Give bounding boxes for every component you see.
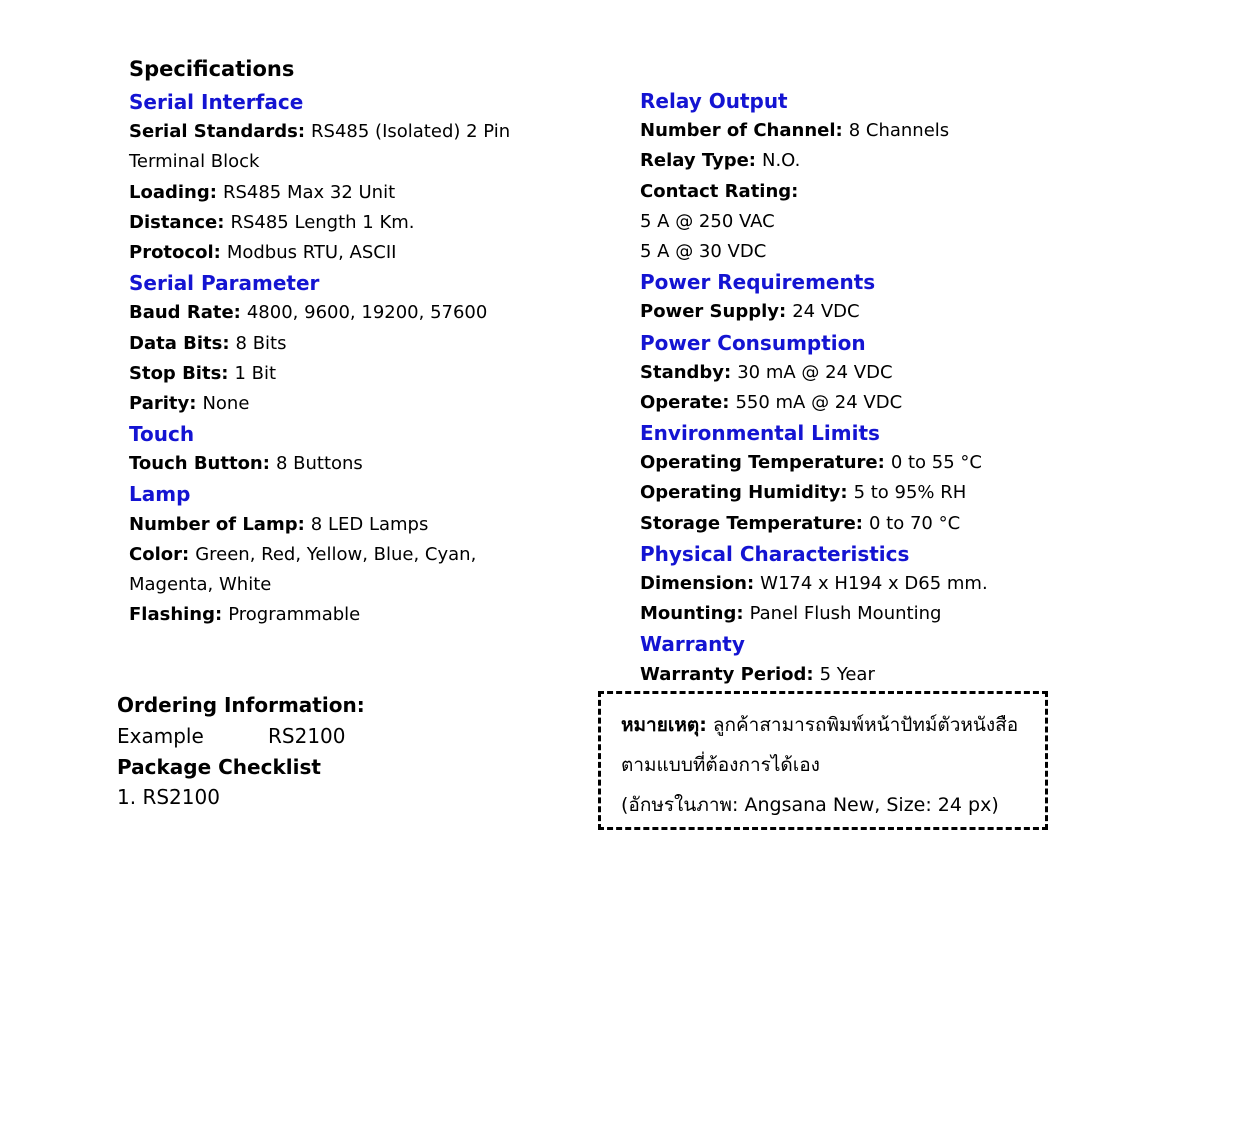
note-line-2: ตามแบบที่ต้องการได้เอง [621,754,820,776]
spec-value: RS485 Length 1 Km. [230,211,415,233]
spec-label: Number of Lamp: [129,513,305,535]
spec-item-relay-type [640,146,988,176]
left-column [129,87,510,630]
spec-line-5-a-30-vdc [640,237,988,267]
spec-label: Storage Temperature: [640,512,863,534]
spec-item-storage-temperature [640,509,988,539]
spec-label: Operating Humidity: [640,482,848,504]
spec-value: 8 Bits [235,332,287,354]
ordering-example-label: Example [117,723,204,748]
spec-label: Relay Type: [640,150,756,172]
ordering-information-title: Ordering Information: [117,693,365,717]
spec-label: Data Bits: [129,332,230,354]
spec-item-contact-rating [640,177,988,207]
spec-line-magenta-white [129,570,510,600]
section-heading-text: Warranty [640,632,745,657]
spec-value: RS485 Max 32 Unit [222,181,396,203]
spec-item-serial-standards [129,117,510,147]
spec-value: None [202,392,250,414]
spec-label: Baud Rate: [129,302,241,324]
spec-value: Panel Flush Mounting [749,603,942,625]
ordering-example-value: RS2100 [268,723,346,748]
spec-item-stop-bits [129,359,510,389]
spec-value: 24 VDC [792,301,860,323]
spec-item-standby [640,358,988,388]
right-column [640,86,988,690]
note-line-3: (อักษรในภาพ: Angsana New, Size: 24 px) [621,794,999,816]
spec-value: 8 Buttons [275,453,363,475]
spec-line-terminal-block [129,147,510,177]
spec-value: 550 mA @ 24 VDC [735,391,903,413]
spec-label: Number of Channel: [640,120,843,142]
spec-item-baud-rate [129,298,510,328]
section-heading-serial-interface [129,87,510,117]
spec-text: Terminal Block [129,151,260,173]
ordering-information-block [117,690,365,813]
spec-label: Serial Standards: [129,121,306,143]
spec-label: Operating Temperature: [640,452,885,474]
spec-value: W174 x H194 x D65 mm. [760,573,988,594]
spec-item-number-of-channel [640,116,988,146]
section-heading-text: Relay Output [640,89,788,113]
spec-item-warranty-period [640,660,988,690]
section-heading-text: Power Requirements [640,270,876,295]
spec-item-power-supply [640,297,988,327]
section-heading-warranty [640,629,988,659]
section-heading-text: Lamp [129,482,191,507]
section-heading-text: Serial Interface [129,90,304,114]
spec-label: Power Supply: [640,301,787,323]
spec-label: Dimension: [640,573,755,594]
spec-value: 30 mA @ 24 VDC [737,361,893,383]
section-heading-text: Touch [129,422,195,447]
note-line-1-text: ลูกค้าสามารถพิมพ์หน้าปัทม์ตัวหนังสือ [712,714,1019,736]
spec-value: 8 LED Lamps [310,513,429,535]
package-checklist-title: Package Checklist [117,754,321,779]
section-heading-environmental-limits [640,418,988,448]
section-heading-text: Serial Parameter [129,271,320,296]
spec-item-distance [129,208,510,238]
note-box [598,691,1048,830]
package-checklist-item-1: 1. RS2100 [117,785,220,810]
section-heading-relay-output [640,86,988,116]
section-heading-text: Power Consumption [640,330,866,355]
page-title: Specifications [129,57,295,81]
spec-label: Standby: [640,361,732,383]
spec-value: N.O. [762,150,801,172]
spec-label: Parity: [129,392,197,414]
spec-item-operating-humidity [640,478,988,508]
spec-item-parity [129,389,510,419]
spec-value: Modbus RTU, ASCII [226,241,397,263]
spec-value: 4800, 9600, 19200, 57600 [246,302,488,324]
spec-item-touch-button [129,449,510,479]
spec-item-operate [640,388,988,418]
section-heading-serial-parameter [129,268,510,298]
spec-value: 5 Year [819,663,875,685]
spec-text: 5 A @ 30 VDC [640,240,767,262]
spec-label: Distance: [129,211,225,233]
spec-item-protocol [129,238,510,268]
spec-value: RS485 (Isolated) 2 Pin [311,121,511,143]
spec-label: Protocol: [129,241,221,263]
spec-value: 5 to 95% RH [853,482,967,504]
spec-value: 0 to 70 °C [869,512,961,534]
spec-label: Touch Button: [129,453,270,475]
spec-value: 0 to 55 °C [890,452,982,474]
section-heading-touch [129,419,510,449]
spec-item-operating-temperature [640,448,988,478]
spec-text: 5 A @ 250 VAC [640,210,775,232]
spec-item-data-bits [129,329,510,359]
note-line-1 [621,705,1035,745]
spec-item-loading [129,178,510,208]
section-heading-lamp [129,479,510,509]
spec-item-dimension [640,569,988,599]
spec-label: Contact Rating: [640,180,799,202]
spec-item-number-of-lamp [129,510,510,540]
section-heading-text: Environmental Limits [640,421,880,446]
spec-label: Warranty Period: [640,663,814,685]
spec-label: Color: [129,543,190,565]
spec-item-mounting [640,599,988,629]
spec-label: Mounting: [640,603,744,625]
section-heading-power-requirements [640,267,988,297]
spec-label: Loading: [129,181,217,203]
section-heading-text: Physical Characteristics [640,541,910,566]
spec-item-flashing [129,600,510,630]
ordering-example-row [117,721,365,752]
spec-value: Programmable [228,604,361,626]
spec-value: 1 Bit [234,362,277,384]
note-label: หมายเหตุ: [621,714,707,736]
spec-item-color [129,540,510,570]
spec-value: Green, Red, Yellow, Blue, Cyan, [195,543,477,565]
spec-label: Stop Bits: [129,362,229,384]
spec-text: Magenta, White [129,574,272,595]
spec-label: Flashing: [129,604,223,626]
section-heading-power-consumption [640,328,988,358]
spec-line-5-a-250-vac [640,207,988,237]
spec-value: 8 Channels [848,120,950,142]
spec-label: Operate: [640,391,730,413]
section-heading-physical-characteristics [640,539,988,569]
